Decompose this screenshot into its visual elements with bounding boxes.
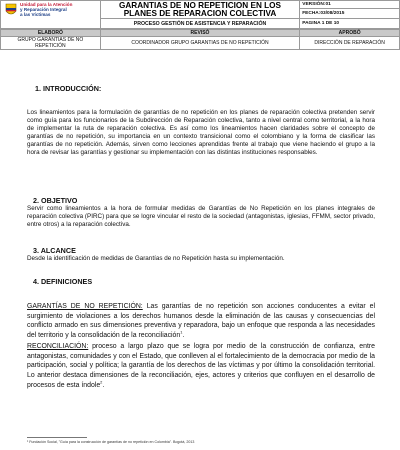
objective-paragraph: Servir como lineamientos a la hora de formular medidas de Garantías de No Repetición en los planes integrales de reparación colectiva (PIRC) para que se logre vincular el resto de la sociedad (antagonistas, iglesias, FFMM, sector privado, entre otros) a la reparación colectiva.: [27, 205, 375, 229]
reviso-value: COORDINADOR GRUPO GARANTIAS DE NO REPETICIÓN: [100, 37, 300, 50]
footnote-divider: [27, 437, 87, 438]
intro-paragraph: Los lineamientos para la formulación de garantías de no repetición en los planes de reparación colectiva pretenden servir como guía para los funcionarios de la Subdirección de Reparación colectiva, tanto a nivel central como territorial, a la hora de implementar la ruta de reparación colectiva. Es así como los lineamientos hacen claridades sobre el concepto de garantías de no repetición, su importancia en un contexto transicional como el colombiano y la forma de clasificar las garantías de no repetición. Además, sirven como lecciones aprendidas frente al trabajo que viene haciendo el grupo a la hora de revisar las garantías y gestionar su implementación con las distintas instituciones responsables.: [27, 109, 375, 157]
aprobo-header: APROBÓ: [300, 30, 400, 37]
definitions-heading: 4. DEFINICIONES: [33, 277, 93, 286]
date-label: FECHA:03/08/2015: [300, 9, 400, 19]
definition-reconciliation-term: RECONCILIACIÓN:: [27, 343, 89, 350]
definition-guarantees-text: Las garantías de no repetición son acciones conducentes a evitar el surgimiento de violaciones a los derechos humanos desde la eliminación de las causas y consecuencias del conflicto armado en sus dimensiones preventiva y reparadora, bajo un enfoque que responda a las necesidades del territorio y la consolidación de la reconciliación: [27, 303, 375, 340]
elaboro-value: GRUPO GARANTIAS DE NO REPETICIÓN: [1, 37, 101, 50]
logo-text: [20, 3, 72, 17]
definition-guarantees: GARANTÍAS DE NO REPETICIÓN: Las garantías de no repetición son acciones conducentes a evitar el surgimiento de violaciones a los derechos humanos desde la eliminación de las causas y consecuencias del conflicto armado en sus dimensiones preventiva y reparadora, bajo un enfoque que responda a las necesidades del territorio y la consolidación de la reconciliación$^1$.: [27, 303, 375, 340]
document-header: [0, 0, 400, 50]
definition-guarantees-term: GARANTÍAS DE NO REPETICIÓN:: [27, 303, 143, 310]
footnote-ref-2: 2: [100, 379, 103, 385]
logo-cell: [1, 1, 101, 29]
footnote-ref-1: 1: [180, 329, 183, 335]
page-label: PAGINA 1 DE 10: [300, 19, 400, 29]
footnote: ¹ Fundación Social, "Guía para la construcción de garantías de no repetición en Colombia". Bogotá, 2013: [27, 440, 195, 444]
logo-line-2: y Reparación Integral: [20, 6, 67, 12]
logo-line-3: a las Víctimas: [20, 11, 51, 17]
scope-paragraph: Desde la identificación de medidas de Garantías de no Repetición hasta su implementación.: [27, 255, 285, 262]
elaboro-header: ELABORÓ: [1, 30, 101, 37]
intro-heading: 1. INTRODUCCIÓN:: [35, 84, 102, 93]
reviso-header: REVISÓ: [100, 30, 300, 37]
colombia-seal-icon: [5, 3, 17, 17]
definition-reconciliation: RECONCILIACIÓN: proceso a largo plazo que se logra por medio de la construcción de confianza, entre antagonistas, comunidades y con el Estado, que conlleven al el fortalecimiento de la democracia por medio de la participación, social y política; la garantía de los derechos de las víctimas y por último la consolidación territorial. Lo anterior destaca dimensiones de la reconciliación, ejes, actores y criterios que confluyen en el desarrollo de procesos de esta índole$^2$.: [27, 343, 375, 389]
aprobo-value: DIRECCIÓN DE REPARACIÓN: [300, 37, 400, 50]
process-name: PROCESO GESTIÓN DE ASISTENCIA Y REPARACIÓN: [100, 19, 300, 29]
logo-line-1: Unidad para la Atención: [20, 2, 73, 7]
document-title: GARANTIAS DE NO REPETICION EN LOS PLANES DE REPARACION COLECTIVA: [100, 1, 300, 19]
version-label: VERSIÓN:01: [300, 1, 400, 9]
objective-heading: 2. OBJETIVO: [33, 196, 78, 205]
definition-reconciliation-text: proceso a largo plazo que se logra por medio de la construcción de confianza, entre antagonistas, comunidades y con el Estado, que conlleven al el fortalecimiento de la democracia por medio de la participación, social y política; la garantía de los derechos de las víctimas y por último la consolidación territorial. Lo anterior destaca dimensiones de la reconciliación, ejes, actores y criterios que confluyen en el desarrollo de procesos de esta índole: [27, 343, 375, 389]
scope-heading: 3. ALCANCE: [33, 246, 76, 255]
